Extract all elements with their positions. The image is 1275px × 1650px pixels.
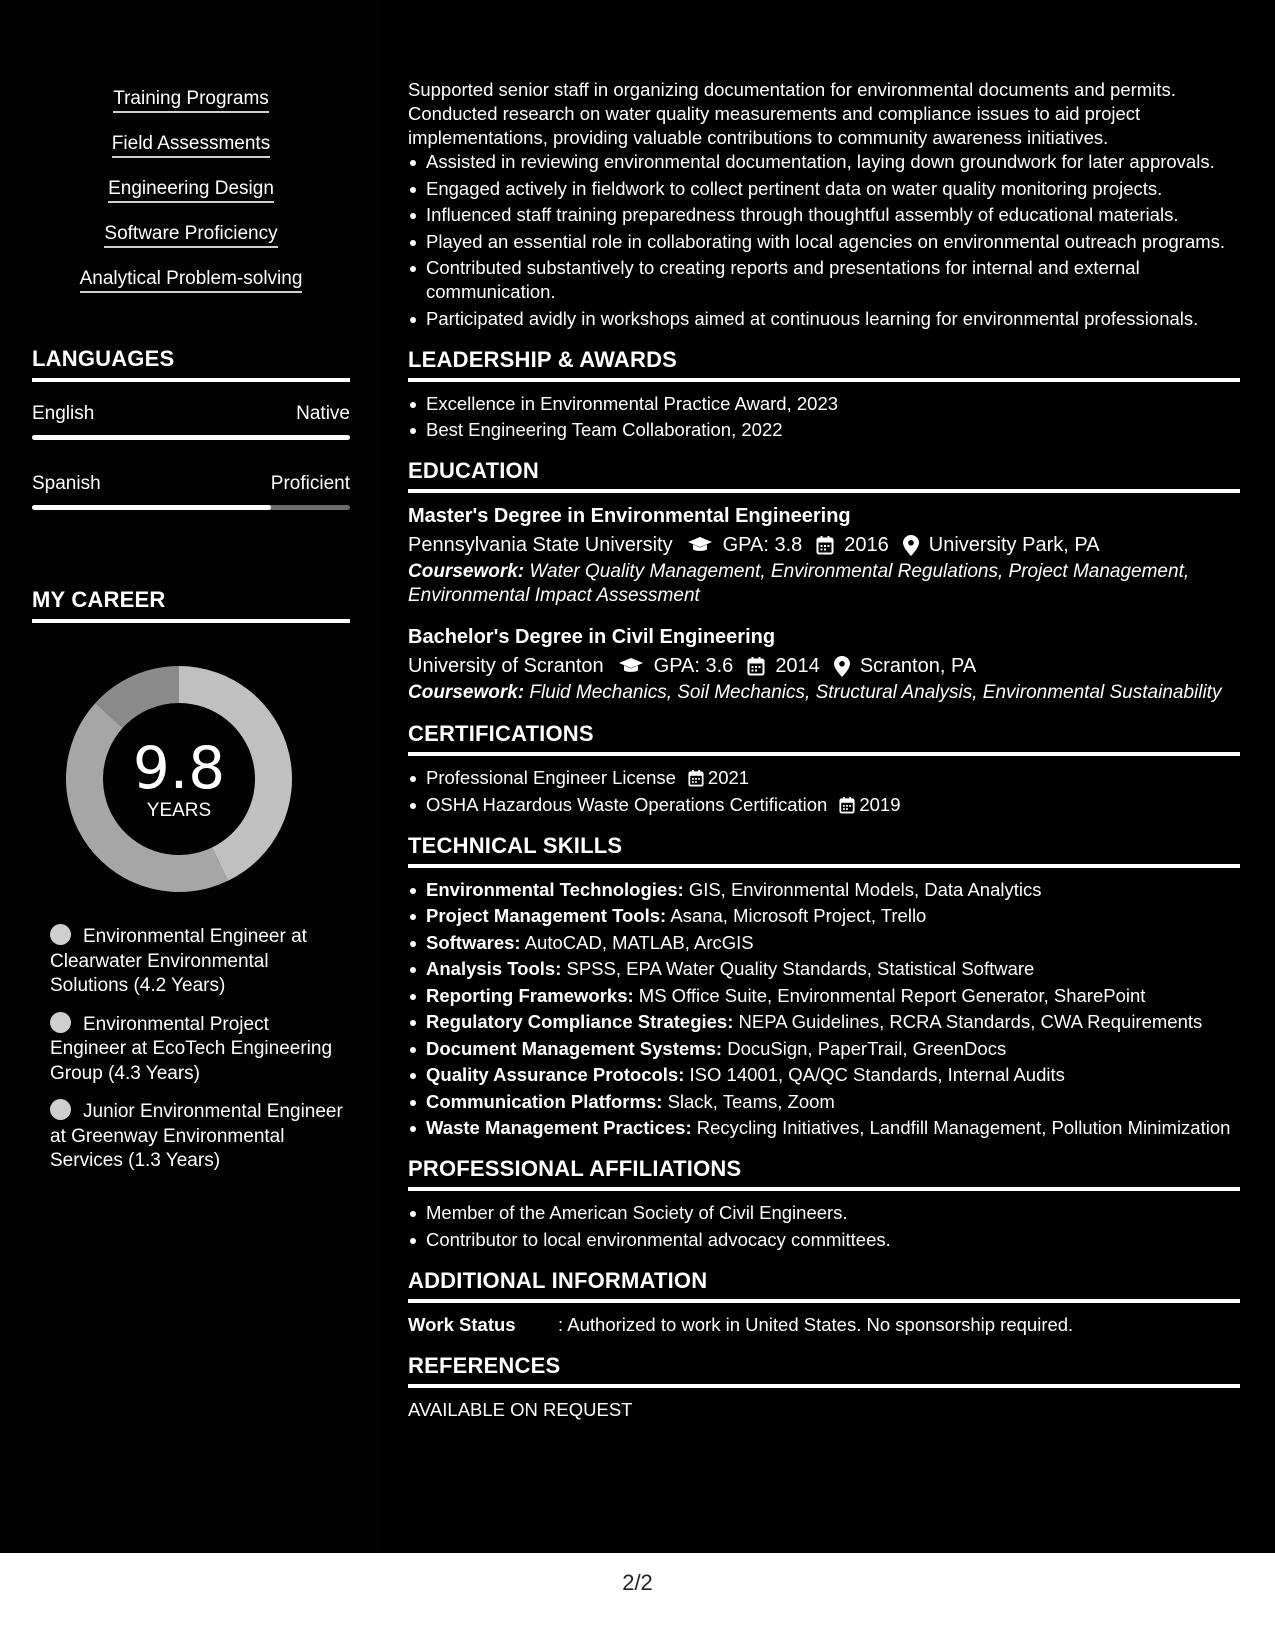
graduation-cap-icon <box>618 657 644 675</box>
skill-category: Quality Assurance Protocols: <box>426 1064 685 1085</box>
calendar-icon <box>839 796 855 814</box>
language-level: Native <box>296 403 350 424</box>
language-english <box>32 402 350 440</box>
technical-skill-item <box>408 1037 1240 1061</box>
skill-values: ISO 14001, QA/QC Standards, Internal Audits <box>689 1064 1065 1085</box>
career-item-text: Junior Environmental Engineer at Greenway Environmental Services (1.3 Years) <box>50 1101 343 1171</box>
bullet-dot-icon <box>50 1012 71 1033</box>
graduation-cap-icon <box>687 536 713 554</box>
location-pin-icon <box>834 656 850 677</box>
certifications-heading: CERTIFICATIONS <box>408 721 1240 756</box>
skills-list <box>32 86 350 311</box>
education-heading: EDUCATION <box>408 458 1240 493</box>
additional-info-heading: ADDITIONAL INFORMATION <box>408 1268 1240 1303</box>
bullet-dot-icon <box>50 1099 71 1120</box>
certification-item <box>408 793 1240 817</box>
degree-entry <box>408 624 1240 705</box>
skill-item <box>32 176 350 221</box>
language-bar <box>32 435 350 440</box>
experience-summary: Supported senior staff in organizing documentation for environmental documents and permits. Conducted research on water quality measurements and compliance issues to aid project implementations, providing valuable contributions to community awareness initiatives. <box>408 79 1176 148</box>
experience-bullet: Assisted in reviewing environmental documentation, laying down groundwork for later approvals. <box>408 150 1240 174</box>
skill-category: Analysis Tools: <box>426 958 562 979</box>
language-spanish <box>32 472 350 510</box>
skill-item <box>32 221 350 266</box>
skill-label: Engineering Design <box>108 178 274 203</box>
language-bar-fill <box>32 505 271 510</box>
degree-details <box>408 530 1240 560</box>
language-bar-fill <box>32 435 350 440</box>
affiliation-item: Member of the American Society of Civil Engineers. <box>408 1201 1240 1225</box>
affiliations-heading: PROFESSIONAL AFFILIATIONS <box>408 1156 1240 1191</box>
skill-values: Recycling Initiatives, Landfill Management, Pollution Minimization <box>696 1117 1231 1138</box>
career-item <box>50 1012 350 1087</box>
technical-skill-item <box>408 957 1240 981</box>
degree-year: 2016 <box>844 534 889 556</box>
certification-name: Professional Engineer License <box>426 767 676 788</box>
calendar-icon <box>816 535 834 555</box>
bullet-dot-icon <box>50 924 71 945</box>
technical-skill-item <box>408 1010 1240 1034</box>
technical-skill-item <box>408 984 1240 1008</box>
degree-school: Pennsylvania State University <box>408 534 673 556</box>
coursework-label: Coursework: <box>408 682 525 703</box>
skill-category: Regulatory Compliance Strategies: <box>426 1011 734 1032</box>
language-name: English <box>32 403 95 424</box>
degree-title: Bachelor's Degree in Civil Engineering <box>408 626 776 648</box>
experience-bullet: Participated avidly in workshops aimed at continuous learning for environmental professionals. <box>408 307 1240 331</box>
skill-item <box>32 131 350 176</box>
degree-school: University of Scranton <box>408 655 604 677</box>
references-heading: REFERENCES <box>408 1353 1240 1388</box>
calendar-icon <box>747 656 765 676</box>
certification-year: 2021 <box>707 767 750 788</box>
skill-label: Software Proficiency <box>104 223 277 248</box>
experience-bullet: Played an essential role in collaborating with local agencies on environmental outreach programs. <box>408 230 1240 254</box>
work-status-label: Work Status <box>408 1313 516 1335</box>
leadership-heading: LEADERSHIP & AWARDS <box>408 347 1240 382</box>
skill-item <box>32 86 350 131</box>
skill-category: Waste Management Practices: <box>426 1117 692 1138</box>
skill-category: Document Management Systems: <box>426 1037 723 1059</box>
degree-title: Master's Degree in Environmental Engineering <box>408 505 851 527</box>
experience-bullet: Influenced staff training preparedness through thoughtful assembly of educational materials. <box>408 203 1240 227</box>
skill-values: NEPA Guidelines, RCRA Standards, CWA Requirements <box>738 1011 1203 1032</box>
degree-entry <box>408 503 1240 608</box>
career-item-text: Environmental Engineer at Clearwater Environmental Solutions (4.2 Years) <box>50 926 307 996</box>
skill-category: Softwares: <box>426 931 521 953</box>
degree-coursework <box>408 560 1240 608</box>
career-unit: YEARS <box>146 800 212 821</box>
coursework-text: Water Quality Management, Environmental Regulations, Project Management, Environmental Impact Assessment <box>408 561 1190 606</box>
technical-skills-list <box>408 878 1240 1141</box>
skill-values: MS Office Suite, Environmental Report Generator, SharePoint <box>638 984 1146 1006</box>
technical-skills-heading: TECHNICAL SKILLS <box>408 833 1240 868</box>
technical-skill-item <box>408 931 1240 955</box>
certification-item <box>408 766 1240 790</box>
career-item-text: Environmental Project Engineer at EcoTech Engineering Group (4.3 Years) <box>50 1013 333 1084</box>
degree-year: 2014 <box>775 655 820 677</box>
calendar-icon <box>688 769 704 787</box>
coursework-text: Fluid Mechanics, Soil Mechanics, Structural Analysis, Environmental Sustainability <box>529 682 1222 703</box>
leadership-list <box>408 392 1240 443</box>
skill-label: Field Assessments <box>112 133 270 158</box>
certification-name: OSHA Hazardous Waste Operations Certification <box>426 793 828 815</box>
location-pin-icon <box>903 535 919 556</box>
experience-bullet: Engaged actively in fieldwork to collect pertinent data on water quality monitoring projects. <box>408 177 1240 201</box>
skill-values: GIS, Environmental Models, Data Analytics <box>688 878 1042 900</box>
skill-values: AutoCAD, MATLAB, ArcGIS <box>524 931 754 953</box>
language-bar <box>32 505 350 510</box>
degree-gpa: GPA: 3.8 <box>722 534 803 556</box>
degree-location: University Park, PA <box>928 534 1100 556</box>
degree-coursework <box>408 681 1240 705</box>
language-level: Proficient <box>270 473 350 494</box>
technical-skill-item <box>408 1116 1240 1140</box>
award-item: Excellence in Environmental Practice Award, 2023 <box>408 392 1240 416</box>
skill-item <box>32 266 350 311</box>
skill-category: Project Management Tools: <box>426 905 667 926</box>
career-item <box>50 1099 350 1174</box>
main-content <box>408 78 1240 1422</box>
skill-label: Analytical Problem-solving <box>80 268 303 293</box>
languages-heading: LANGUAGES <box>32 346 350 382</box>
references-text: AVAILABLE ON REQUEST <box>408 1398 633 1420</box>
skill-values: DocuSign, PaperTrail, GreenDocs <box>727 1037 1007 1059</box>
technical-skill-item <box>408 878 1240 902</box>
skill-category: Environmental Technologies: <box>426 878 684 900</box>
degree-location: Scranton, PA <box>859 655 977 677</box>
experience-bullets <box>408 150 1240 331</box>
language-name: Spanish <box>32 473 101 494</box>
technical-skill-item <box>408 904 1240 928</box>
skill-label: Training Programs <box>113 88 269 113</box>
career-item <box>50 924 350 999</box>
experience-bullet: Contributed substantively to creating reports and presentations for internal and external communication. <box>408 256 1240 304</box>
skill-values: Slack, Teams, Zoom <box>667 1090 835 1112</box>
technical-skill-item <box>408 1090 1240 1114</box>
skill-values: SPSS, EPA Water Quality Standards, Statistical Software <box>566 958 1035 979</box>
degree-gpa: GPA: 3.6 <box>653 655 734 677</box>
work-status-value: : Authorized to work in United States. No sponsorship required. <box>558 1313 1074 1335</box>
affiliations-list <box>408 1201 1240 1252</box>
career-total: 9.8 <box>132 734 226 802</box>
skill-category: Communication Platforms: <box>426 1090 663 1112</box>
coursework-label: Coursework: <box>408 561 525 582</box>
sidebar <box>0 0 380 1553</box>
skill-values: Asana, Microsoft Project, Trello <box>670 905 927 926</box>
work-status-row <box>408 1313 1240 1337</box>
page-number: 2/2 <box>622 1570 653 1595</box>
career-heading: MY CAREER <box>32 587 350 623</box>
skill-category: Reporting Frameworks: <box>426 984 634 1006</box>
certifications-list <box>408 766 1240 817</box>
career-list <box>50 924 350 1187</box>
affiliation-item: Contributor to local environmental advocacy committees. <box>408 1228 1240 1252</box>
degree-details <box>408 651 1240 681</box>
certification-year: 2019 <box>859 793 901 815</box>
award-item: Best Engineering Team Collaboration, 2022 <box>408 418 1240 442</box>
technical-skill-item <box>408 1063 1240 1087</box>
